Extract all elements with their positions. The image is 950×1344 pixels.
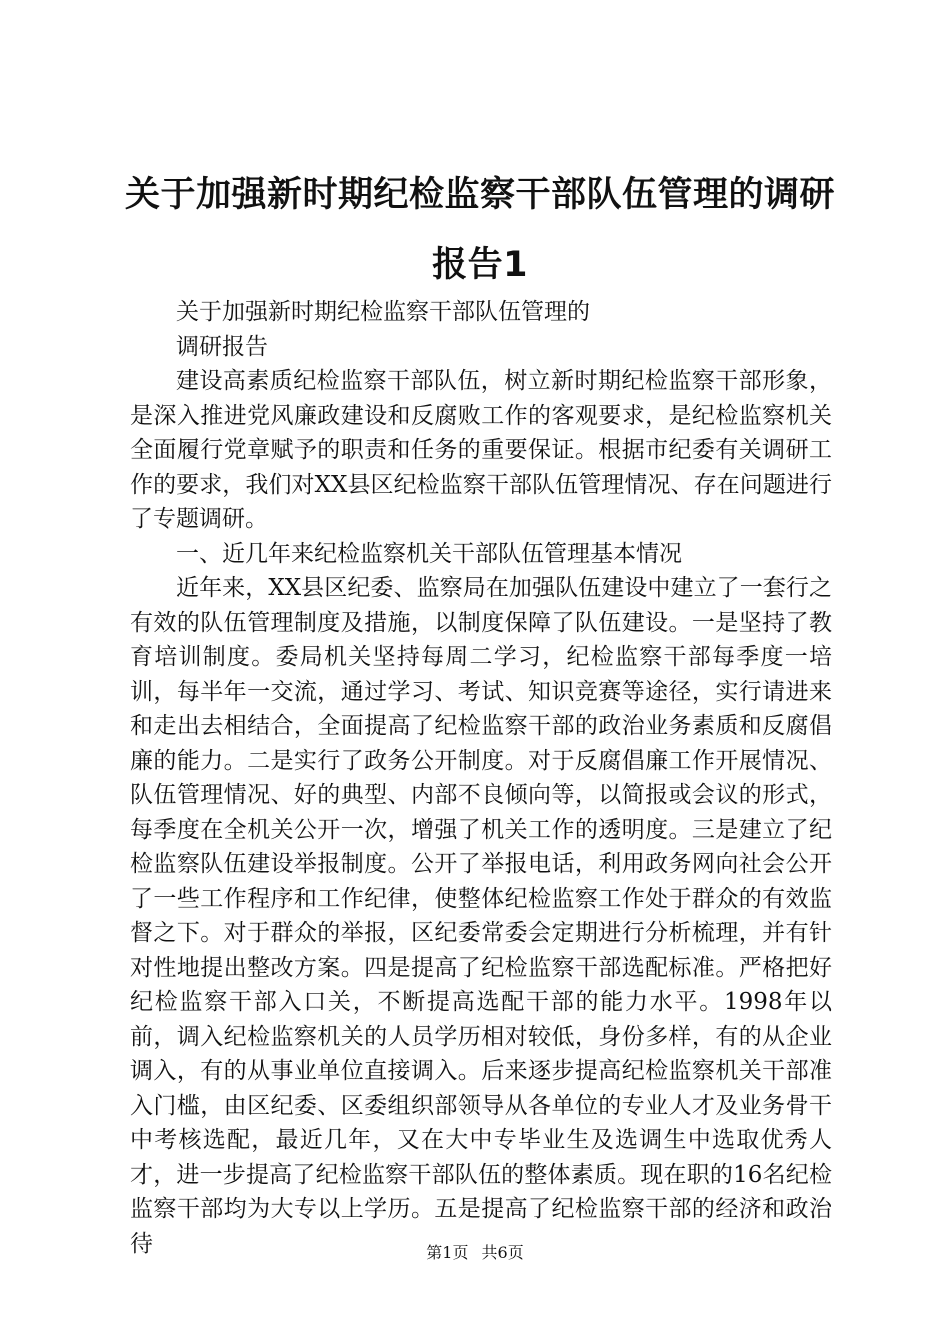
section-heading: 一、近几年来纪检监察机关干部队伍管理基本情况 [176, 540, 682, 567]
page-total: 共6页 [481, 1243, 524, 1262]
paragraph-main: 近年来，XX县区纪委、监察局在加强队伍建设中建立了一套行之有效的队伍管理制度及措施，以制度保障了队伍建设。一是坚持了教育培训制度。委局机关坚持每周二学习，纪检监察干部每季度一培训，每半年一交流，通过学习、考试、知识竞赛等途径，实行请进来和走出去相结合，全面提高了纪检监察干部的政治业务素质和反腐倡廉的能力。二是实行了政务公开制度。对于反腐倡廉工作开展情况、队伍管理情况、好的典型、内部不良倾向等，以简报或会议的形式，每季度在全机关公开一次，增强了机关工作的透明度。三是建立了纪检监察队伍建设举报制度。公开了举报电话，利用政务网向社会公开了一些工作程序和工作纪律，使整体纪检监察工作处于群众的有效监督之下。对于群众的举报，区纪委常委会定期进行分析梳理，并有针对性地提出整改方案。四是提高了纪检监察干部选配标准。严格把好纪检监察干部入口关，不断提高选配干部的能力水平。1998年以前，调入纪检监察机关的人员学历相对较低，身份多样，有的从企业调入，有的从事业单位直接调入。后来逐步提高纪检监察机关干部准入门槛，由区纪委、区委组织部领导从各单位的专业人才及业务骨干中考核选配，最近几年，又在大中专毕业生及选调生中选取优秀人才，进一步提高了纪检监察干部队伍的整体素质。现在职的16名纪检监察干部均为大专以上学历。五是提高了纪检监察干部的经济和政治待 [130, 575, 832, 1257]
page-footer [0, 1243, 950, 1263]
subtitle-line-2: 调研报告 [176, 333, 268, 360]
document-body [130, 295, 832, 1261]
document-title: 关于加强新时期纪检监察干部队伍管理的调研报告1 [124, 175, 835, 285]
page-number: 第1页 [426, 1243, 469, 1262]
paragraph-intro: 建设高素质纪检监察干部队伍，树立新时期纪检监察干部形象，是深入推进党风廉政建设和反腐败工作的客观要求，是纪检监察机关全面履行党章赋予的职责和任务的重要保证。根据市纪委有关调研工作的要求，我们对XX县区纪检监察干部队伍管理情况、存在问题进行了专题调研。 [130, 368, 832, 532]
subtitle-line-1: 关于加强新时期纪检监察干部队伍管理的 [176, 299, 590, 325]
